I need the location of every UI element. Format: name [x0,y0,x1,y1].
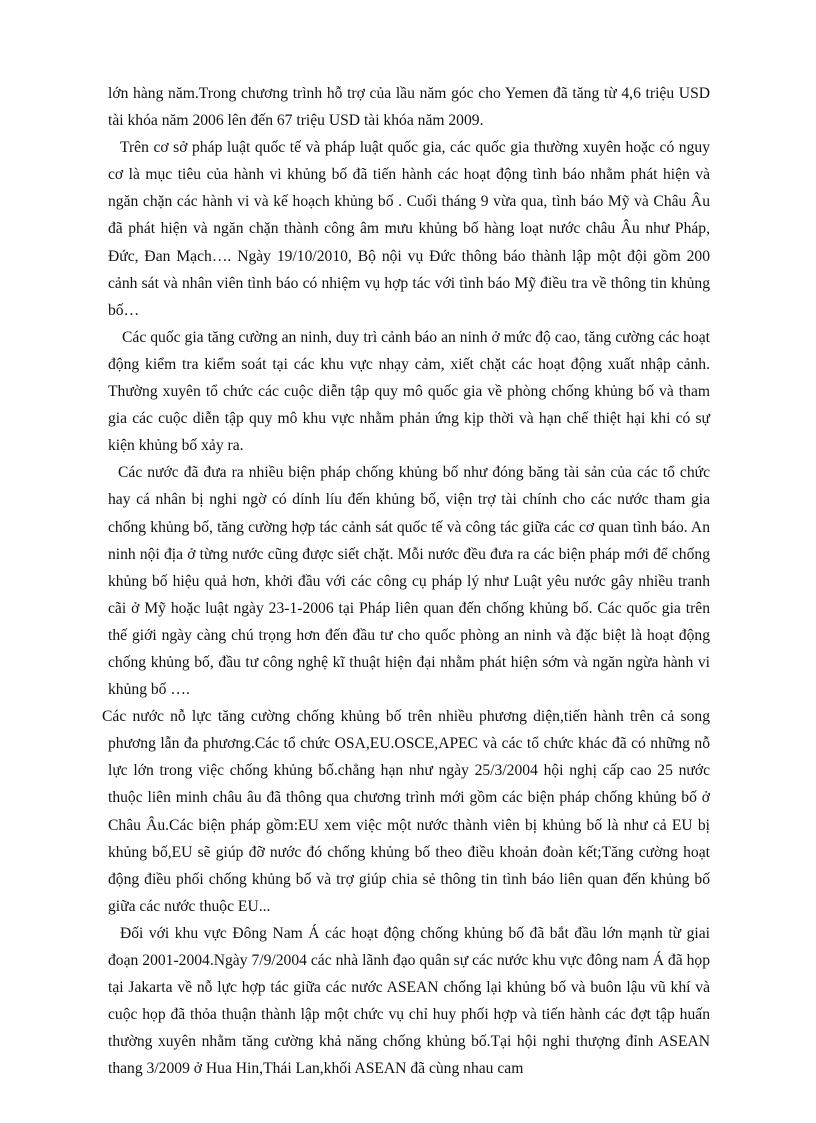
paragraph-southeast-asia: Đối với khu vực Đông Nam Á các hoạt động chống khủng bố đã bắt đầu lớn mạnh từ giai đoạn 2001-2004.Ngày 7/9/2004 các nhà lãnh đạo quân sự các nước khu vực đông nam Á đã họp tại Jakarta về nỗ lực hợp tác giữa các nước ASEAN chống lại khủng bố và buôn lậu vũ khí và cuộc họp đã thỏa thuận thành lập một chức vụ chỉ huy phối hợp và tiến hành các đợt tập huấn thường xuyên nhằm tăng cường khả năng chống khủng bố.Tại hội nghi thượng đỉnh ASEAN thang 3/2009 ở Hua Hin,Thái Lan,khối ASEAN đã cùng nhau cam [108,924,710,1078]
paragraph-intelligence-activities: Trên cơ sở pháp luật quốc tế và pháp luật quốc gia, các quốc gia thường xuyên hoặc có nguy cơ là mục tiêu của hành vi khủng bố đã tiến hành các hoạt động tình báo nhằm phát hiện và ngăn chặn các hành vi và kế hoạch khủng bố . Cuối tháng 9 vừa qua, tình báo Mỹ và Châu Âu đã phát hiện và ngăn chặn thành công âm mưu khủng bố hàng loạt nước châu Âu như Pháp, Đức, Đan Mạch…. Ngày 19/10/2010, Bộ nội vụ Đức thông báo thành lập một đội gồm 200 cảnh sát và nhân viên tình báo có nhiệm vụ hợp tác với tình báo Mỹ điều tra về thông tin khủng bố… [108,139,710,319]
paragraph-counter-terrorism-measures: Các nước đã đưa ra nhiều biện pháp chống khủng bố như đóng băng tài sản của các tổ chức hay cá nhân bị nghi ngờ có dính líu đến khủng bố, viện trợ tài chính cho các nước tham gia chống khủng bố, tăng cường hợp tác cảnh sát quốc tế và công tác giữa các cơ quan tình báo. An ninh nội địa ở từng nước cũng được siết chặt. Mỗi nước đều đưa ra các biện pháp mới để chống khủng bố hiệu quả hơn, khởi đầu với các công cụ pháp lý như Luật yêu nước gây nhiều tranh cãi ở Mỹ hoặc luật ngày 23-1-2006 tại Pháp liên quan đến chống khủng bố. Các quốc gia trên thế giới ngày càng chú trọng hơn đến đầu tư cho quốc phòng an ninh và đặc biệt là hoạt động chống khủng bố, đầu tư công nghệ kĩ thuật hiện đại nhằm phát hiện sớm và ngăn ngừa hành vi khủng bố …. [108,464,710,699]
paragraph-yemen-aid: lớn hàng năm.Trong chương trình hỗ trợ của lầu năm góc cho Yemen đã tăng từ 4,6 triệu USD tài khóa năm 2006 lên đến 67 triệu USD tài khóa năm 2009. [108,85,710,130]
paragraph-multilateral-cooperation: Các nước nỗ lực tăng cường chống khủng bố trên nhiều phương diện,tiến hành trên cả song phương lẫn đa phương.Các tổ chức OSA,EU.OSCE,APEC và các tổ chức khác đã có những nỗ lực lớn trong việc chống khủng bố.chẳng hạn như ngày 25/3/2004 hội nghị cấp cao 25 nước thuộc liên minh châu âu đã thông qua chương trình mới gồm các biện pháp chống khủng bố ở Châu Âu.Các biện pháp gồm:EU xem việc một nước thành viên bị khủng bố là như cả EU bị khủng bố,EU sẽ giúp đỡ nước đó chống khủng bố theo điều khoản đoàn kết;Tăng cường hoạt động điều phối chống khủng bố và trợ giúp chia sẻ thông tin tình báo liên quan đến khủng bố giữa các nước thuộc EU... [102,708,710,915]
document-page [102,80,710,1082]
paragraph-national-security: Các quốc gia tăng cường an ninh, duy trì cảnh báo an ninh ở mức độ cao, tăng cường các hoạt động kiểm tra kiểm soát tại các khu vực nhạy cảm, xiết chặt các hoạt động xuất nhập cảnh. Thường xuyên tổ chức các cuộc diễn tập quy mô quốc gia về phòng chống khủng bố và tham gia các cuộc diễn tập quy mô khu vực nhằm phản ứng kịp thời và hạn chế thiệt hại khi có sự kiện khủng bố xảy ra. [108,328,710,455]
